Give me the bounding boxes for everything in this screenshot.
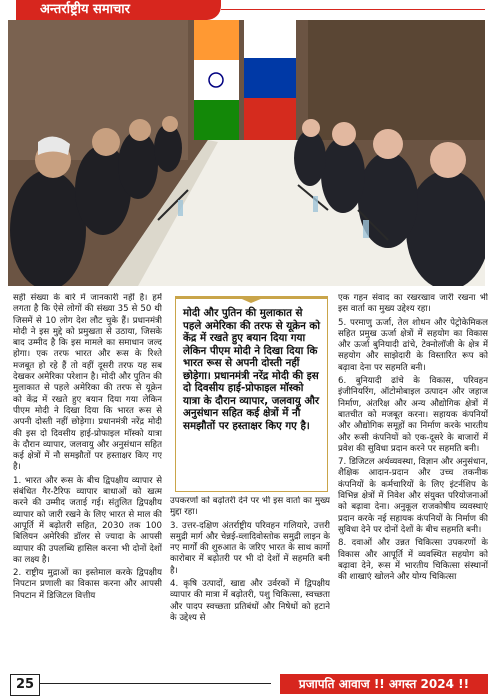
pull-quote-text: मोदी और पुतिन की मुलाकात से पहले अमेरिका की तरफ से यूक्रेन को केंद्र में रखते हुए बयान दिया गया लेकिन पीएम मोदी ने दिखा दिया कि भारत रूस से अपनी दोस्ती नहीं छोड़ेगा। प्रधानमंत्री नरेंद्र मोदी की इस दो दिवसीय हाई-प्रोफाइल मॉस्को यात्रा के दौरान व्यापार, जलवायु और अनुसंधान सहित कई क्षेत्रों में नौ समझौतों पर हस्ताक्षर किए गए है। bbox=[183, 307, 321, 432]
paragraph: 3. उत्तर-दक्षिण अंतर्राष्ट्रीय परिवहन गलियारे, उत्तरी समुद्री मार्ग और चेन्नई-व्लादिवोस्तोक समुद्री लाइन के नए मार्गों की शुरुआत के जरिए भारत के साथ कार्गो कारोबार में बढ़ोतरी पर भी दो देशों में सहमति बनी है। bbox=[170, 520, 330, 576]
column-right bbox=[338, 293, 488, 665]
photo-meeting-icon bbox=[8, 20, 485, 286]
paragraph: 2. राष्ट्रीय मुद्राओं का इस्तेमाल करके द्विपक्षीय निपटान प्रणाली का विकास करना और आपसी निपटान में डिजिटल वित्तीय bbox=[13, 568, 162, 601]
paragraph: 8. दवाओं और उन्नत चिकित्सा उपकरणों के विकास और आपूर्ति में व्यवस्थित सहयोग को बढ़ावा देने, रूस में भारतीय चिकित्सा संस्थानों की शाखाएं खोलने और योग्य चिकित्सा bbox=[338, 538, 488, 583]
paragraph: 7. डिजिटल अर्थव्यवस्था, विज्ञान और अनुसंधान, शैक्षिक आदान-प्रदान और उच्च तकनीक कंपनियों के कर्मचारियों के लिए इंटर्नशिप के विभिन्न क्षेत्रों में निवेश और संयुक्त परियोजनाओं को बढ़ावा देना। अनुकूल राजकोषीय व्यवस्थाएं प्रदान करके नई सहायक कंपनियों के निर्माण की सुविधा देने पर दोनों देशों के बीच सहमति बनी। bbox=[338, 457, 488, 535]
section-header bbox=[0, 0, 493, 20]
column-middle bbox=[170, 496, 330, 666]
page-footer bbox=[0, 670, 493, 696]
quote-decoration bbox=[175, 296, 328, 304]
paragraph: एक गहन संवाद का रखरखाव जारी रखना भी इस वार्ता का मुख्य उद्देश्य रहा। bbox=[338, 293, 488, 315]
paragraph: सही संख्या के बारे में जानकारी नहीं है। हमें लगता है कि ऐसे लोगों की संख्या 35 से 50 थी जिसमें से 10 लोग देश लौट चुके हैं। प्रधानमंत्री मोदी ने इस मुद्दे को प्रमुखता से उठाया, जिसके बाद उम्मीद है कि इस मामले का समाधान जल्द होगा। एक तरफ भारत और रूस के रिश्ते मजबूत हो रहे हैं तो वहीं दूसरी तरफ यह सब देखकर अमेरिका परेशान है। मोदी और पुतिन की मुलाकात से पहले अमेरिका की तरफ से यूक्रेन को केंद्र में रखते हुए बयान दिया गया लेकिन पीएम मोदी ने दिखा दिया कि भारत रूस से अपनी दोस्ती नहीं छोड़ेगा। प्रधानमंत्री नरेंद्र मोदी की इस दो दिवसीय हाई-प्रोफाइल मॉस्को यात्रा के दौरान व्यापार, जलवायु और अनुसंधान सहित कई क्षेत्रों में नौ समझौतों पर हस्ताक्षर किए गए है। bbox=[13, 293, 162, 473]
pull-quote-box bbox=[175, 296, 328, 492]
page-number: 25 bbox=[10, 674, 40, 696]
paragraph: 6. बुनियादी ढांचे के विकास, परिवहन इंजीनियरिंग, ऑटोमोबाइल उत्पादन और जहाज निर्माण, अंतरिक्ष और अन्य औद्योगिक क्षेत्रों में बातचीत को मजबूत करना। सहायक कंपनियों और औद्योगिक समूहों का निर्माण करके भारतीय और रूसी कंपनियों को एक-दूसरे के बाजारों में प्रवेश की सुविधा प्रदान करने पर सहमति बनी। bbox=[338, 376, 488, 454]
publication-name: प्रजापति आवाज !! अगस्त 2024 !! bbox=[280, 674, 488, 694]
paragraph: 4. कृषि उत्पादों, खाद्य और उर्वरकों में द्विपक्षीय व्यापार की मात्रा में बढ़ोतरी, पशु चिकित्सा, स्वच्छता और पादप स्वच्छता प्रतिबंधों और निषेधों को हटाने के उद्देश्य से bbox=[170, 579, 330, 623]
header-rule bbox=[221, 9, 485, 10]
paragraph: 1. भारत और रूस के बीच द्विपक्षीय व्यापार से संबंधित गैर-टैरिफ व्यापार बाधाओं को खत्म करने की उम्मीद जताई गई। संतुलित द्विपक्षीय व्यापार को जारी रखने के लिए भारत से माल की आपूर्ति में बढ़ोतरी सहित, 2030 तक 100 बिलियन अमेरिकी डॉलर से ज्यादा के आपसी व्यापार की उपलब्धि हासिल करना भी दोनों देशों का लक्ष्य है। bbox=[13, 475, 162, 565]
header-tab bbox=[16, 0, 221, 20]
paragraph: उपकरणों को बढ़ोतरी देने पर भी इस वार्ता का मुख्य मुद्दा रहा। bbox=[170, 496, 330, 518]
meeting-photo bbox=[8, 20, 485, 286]
paragraph: 5. परमाणु ऊर्जा, तेल शोधन और पेट्रोकेमिकल सहित प्रमुख ऊर्जा क्षेत्रों में सहयोग का विकास और ऊर्जा बुनियादी ढांचे, टेक्नोलॉजी के क्षेत्र में सहयोग और साझेदारी के विस्तारित रूप को बढ़ावा देना पर सहमति बनी। bbox=[338, 317, 488, 373]
section-title: अन्तर्राष्ट्रीय समाचार bbox=[40, 2, 130, 17]
footer-rule bbox=[40, 683, 271, 684]
column-left bbox=[13, 293, 162, 665]
